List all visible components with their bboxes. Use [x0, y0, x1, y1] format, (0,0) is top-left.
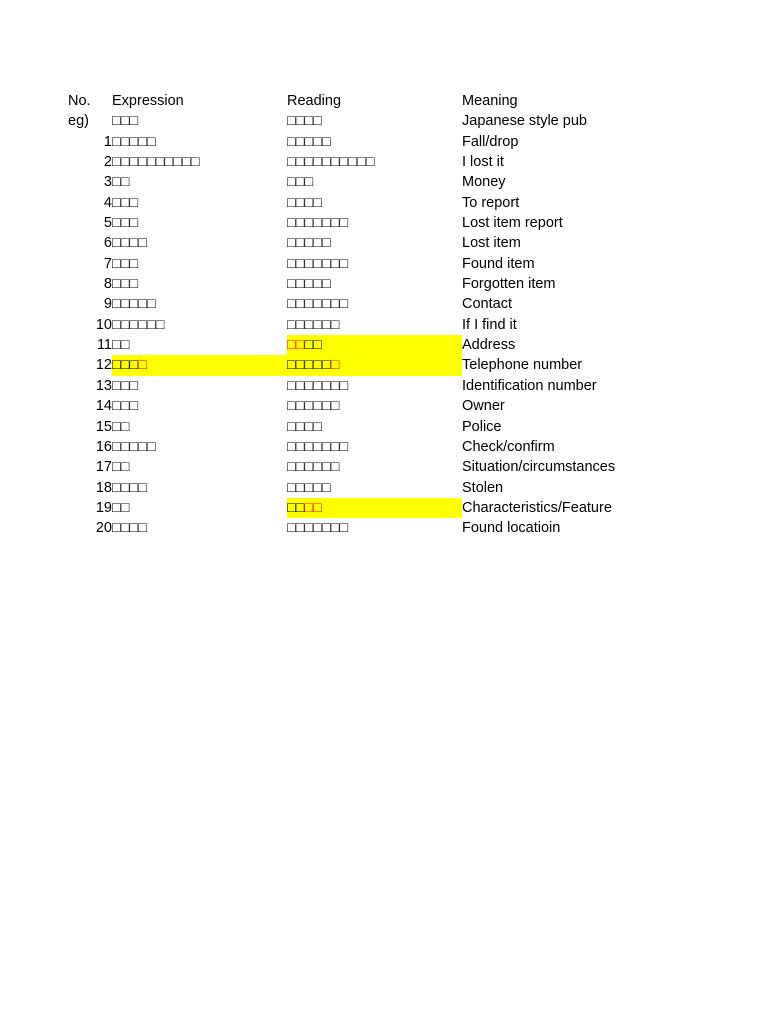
row-number: 14: [95, 398, 112, 415]
reading-cell: □□□□□□: [287, 316, 340, 333]
row-number: 20: [95, 520, 112, 537]
reading-cell-part: □□: [287, 499, 305, 516]
meaning-cell: Stolen: [462, 479, 504, 496]
meaning-cell: Contact: [462, 296, 512, 313]
row-number: 5: [103, 215, 112, 232]
header-no: No.: [68, 93, 91, 109]
meaning-cell: Characteristics/Feature: [462, 499, 612, 516]
reading-cell-part: □: [330, 357, 340, 374]
reading-cell: □□□□□: [287, 276, 331, 293]
expression-cell: □□□: [112, 377, 139, 394]
expression-cell: □□□: [112, 276, 139, 293]
reading-cell: □□□□□□□: [287, 296, 349, 313]
row-number: 18: [95, 479, 112, 496]
meaning-cell: Police: [462, 418, 502, 435]
expression-cell: □□□: [112, 255, 139, 272]
reading-cell: □□□□□□: [287, 459, 340, 476]
reading-cell-part: □□: [304, 499, 323, 516]
meaning-cell: Money: [462, 174, 506, 191]
header-meaning: Meaning: [462, 93, 518, 109]
meaning-cell: To report: [462, 194, 520, 211]
reading-cell: □□□□□□□: [287, 438, 349, 455]
reading-cell: □□□□□□□: [287, 215, 349, 232]
reading-cell: □□□□□□□: [287, 255, 349, 272]
meaning-cell: Japanese style pub: [462, 113, 587, 130]
reading-cell: □□□: [287, 174, 314, 191]
row-number: eg): [68, 113, 89, 130]
row-number: 15: [95, 418, 112, 435]
expression-cell: □□: [112, 174, 130, 191]
expression-cell: □□□: [112, 215, 139, 232]
row-number: 6: [103, 235, 112, 252]
expression-cell-part: □□□: [112, 357, 139, 374]
reading-cell: □□□□: [287, 113, 323, 130]
reading-cell: □□□□: [287, 194, 323, 211]
row-number: 12: [95, 357, 112, 374]
reading-cell: □□□□: [287, 418, 323, 435]
expression-cell: □□□□□□□□□□: [112, 154, 200, 171]
expression-cell: □□□□□: [112, 438, 156, 455]
meaning-cell: Check/confirm: [462, 438, 555, 455]
meaning-cell: Situation/circumstances: [462, 459, 616, 476]
row-number: 9: [103, 296, 112, 313]
meaning-cell: If I find it: [462, 316, 517, 333]
reading-cell: □□□□□□□: [287, 377, 349, 394]
reading-cell: □□□□□: [287, 479, 331, 496]
meaning-cell: Lost item report: [462, 215, 563, 232]
reading-cell: [287, 335, 462, 355]
reading-cell: [287, 355, 462, 375]
row-number: 13: [95, 377, 112, 394]
row-number: 16: [95, 438, 112, 455]
expression-cell-part: □: [138, 357, 148, 374]
meaning-cell: I lost it: [462, 154, 504, 171]
meaning-cell: Telephone number: [462, 357, 583, 374]
expression-cell: □□□□□: [112, 133, 156, 150]
reading-cell: □□□□□□□: [287, 520, 349, 537]
meaning-cell: Lost item: [462, 235, 521, 252]
meaning-cell: Identification number: [462, 377, 597, 394]
header-expression: Expression: [112, 93, 184, 109]
reading-cell-part: □□: [287, 337, 305, 354]
expression-cell: □□□: [112, 194, 139, 211]
row-number: 8: [103, 276, 112, 293]
row-number: 4: [103, 194, 112, 211]
meaning-cell: Found item: [462, 255, 535, 272]
header-reading: Reading: [287, 93, 342, 109]
row-number: 19: [95, 499, 112, 516]
row-number: 3: [103, 174, 112, 191]
expression-cell: □□: [112, 337, 130, 354]
expression-cell: □□□□: [112, 235, 148, 252]
meaning-cell: Forgotten item: [462, 276, 556, 293]
expression-cell: [112, 355, 287, 375]
reading-cell: □□□□□□: [287, 398, 340, 415]
row-number: 7: [103, 255, 112, 272]
reading-cell: [287, 498, 462, 518]
meaning-cell: Address: [462, 337, 516, 354]
reading-cell: □□□□□: [287, 133, 331, 150]
expression-cell: □□□: [112, 398, 139, 415]
expression-cell: □□: [112, 459, 130, 476]
reading-cell-part: □□□□□: [287, 357, 331, 374]
row-number: 17: [95, 459, 112, 476]
reading-cell: □□□□□□□□□□: [287, 154, 375, 171]
meaning-cell: Found locatioin: [462, 520, 561, 537]
row-number: 1: [103, 133, 112, 150]
expression-cell: □□□: [112, 113, 139, 130]
expression-cell: □□□□□□: [112, 316, 165, 333]
row-number: 2: [103, 154, 112, 171]
expression-cell: □□□□: [112, 479, 148, 496]
row-number: 11: [96, 337, 112, 354]
expression-cell: □□□□□: [112, 296, 156, 313]
expression-cell: □□□□: [112, 520, 148, 537]
reading-cell-part: □□: [304, 337, 323, 354]
meaning-cell: Owner: [462, 398, 505, 415]
expression-cell: □□: [112, 418, 130, 435]
expression-cell: □□: [112, 499, 130, 516]
row-number: 10: [95, 316, 112, 333]
meaning-cell: Fall/drop: [462, 133, 519, 150]
reading-cell: □□□□□: [287, 235, 331, 252]
